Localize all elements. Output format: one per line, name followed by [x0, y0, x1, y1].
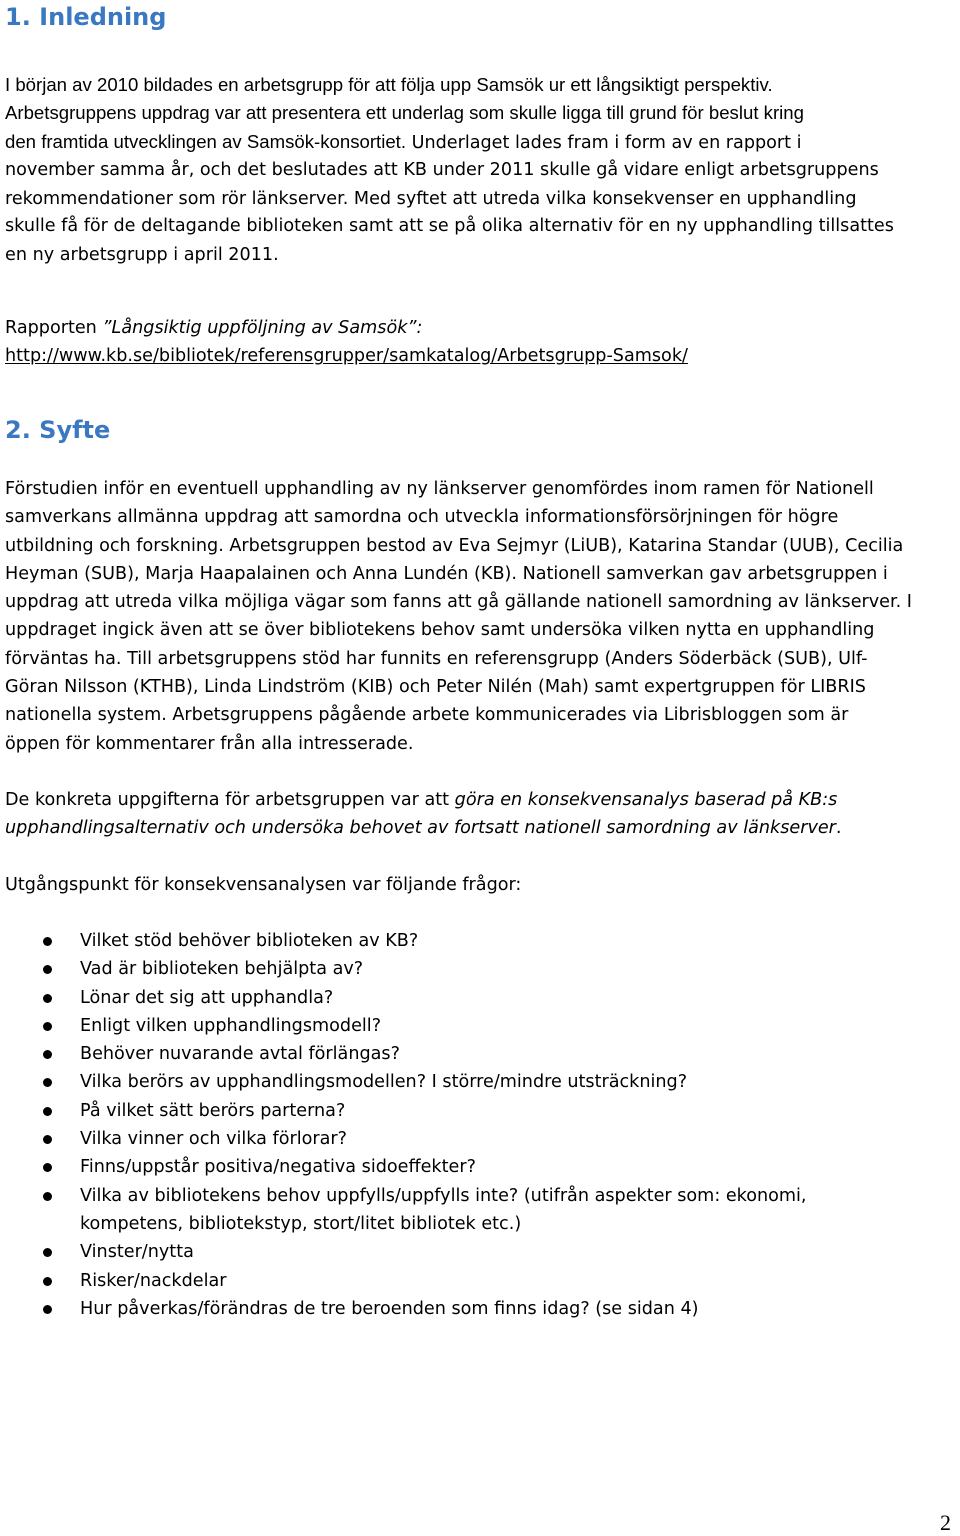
text-line: uppdrag att utreda vilka möjliga vägar som fanns att gå gällande nationell samordning av länkserver. I — [5, 592, 912, 613]
section-heading-inledning: 1. Inledning — [5, 3, 167, 31]
list-item-text: Vad är biblioteken behjälpta av? — [80, 959, 364, 980]
text-line: öppen för kommentarer från alla intresserade. — [5, 733, 414, 754]
page-number: 2 — [940, 1510, 951, 1535]
list-item — [0, 1125, 960, 1153]
text-line: Göran Nilsson (KTHB), Linda Lindström (KIB) och Peter Nilén (Mah) samt expertgruppen för LIBRIS — [5, 677, 866, 698]
bullet-icon — [43, 1248, 52, 1257]
bullet-icon — [43, 1022, 52, 1031]
list-item-text-continued: kompetens, bibliotekstyp, stort/litet bibliotek etc.) — [80, 1213, 522, 1234]
bullet-icon — [43, 1277, 52, 1286]
text-line — [5, 128, 955, 156]
tasks-paragraph — [5, 786, 955, 843]
bullet-icon — [43, 1305, 52, 1314]
bullet-icon — [43, 1050, 52, 1059]
list-item — [0, 955, 960, 983]
list-item-text: Vilket stöd behöver biblioteken av KB? — [80, 931, 419, 951]
text-line: utbildning och forskning. Arbetsgruppen bestod av Eva Sejmyr (LiUB), Katarina Standar (UUB), Cecilia — [5, 535, 904, 556]
bullet-icon — [43, 937, 52, 946]
list-item — [0, 1068, 960, 1096]
text-line: förväntas ha. Till arbetsgruppens stöd har funnits en referensgrupp (Anders Söderbäck (SUB), Ulf- — [5, 648, 868, 669]
text-line — [5, 786, 955, 814]
list-item — [0, 1012, 960, 1040]
bullet-icon — [43, 994, 52, 1003]
text-line — [5, 814, 955, 842]
bullet-icon — [43, 1192, 52, 1201]
list-item-text: Vilka berörs av upphandlingsmodellen? I större/mindre utsträckning? — [80, 1072, 688, 1093]
section-heading-syfte: 2. Syfte — [5, 416, 111, 444]
list-item-text: Vilka av bibliotekens behov uppfylls/uppfylls inte? (utifrån aspekter som: ekonomi, — [80, 1185, 807, 1206]
list-item-text: Lönar det sig att upphandla? — [80, 987, 334, 1008]
text-segment: rekommendationer som rör länkserver. — [5, 189, 349, 210]
report-link[interactable]: http://www.kb.se/bibliotek/referensgrupper/samkatalog/Arbetsgrupp-Samsok/ — [5, 346, 688, 367]
list-item — [0, 1295, 960, 1323]
questions-list — [0, 927, 960, 1323]
list-item-text: Behöver nuvarande avtal förlängas? — [80, 1044, 400, 1065]
text-line — [5, 184, 955, 212]
list-item — [0, 1153, 960, 1181]
list-item — [0, 984, 960, 1012]
text-segment: De konkreta uppgifterna för arbetsgruppen var att — [5, 790, 455, 810]
bullet-icon — [43, 1107, 52, 1116]
bullet-icon — [43, 1078, 52, 1087]
list-item — [0, 1182, 960, 1239]
report-link-line — [5, 342, 955, 370]
report-title-line — [5, 314, 955, 342]
text-line: I början av 2010 bildades en arbetsgrupp för att följa upp Samsök ur ett långsiktigt perspektiv. — [5, 74, 773, 95]
list-item — [0, 1238, 960, 1266]
purpose-paragraph — [5, 475, 955, 758]
list-item — [0, 927, 960, 955]
text-segment: Med syftet att utreda vilka konsekvenser en upphandling — [348, 189, 857, 210]
report-reference — [5, 314, 955, 371]
text-line: nationella system. Arbetsgruppens pågående arbete kommunicerades via Librisbloggen som är — [5, 705, 849, 726]
list-item-text: Risker/nackdelar — [80, 1270, 227, 1291]
list-item-text: Vinster/nytta — [80, 1242, 194, 1263]
bullet-icon — [43, 1163, 52, 1172]
report-prefix: Rapporten — [5, 318, 103, 338]
list-item-text: På vilket sätt berörs parterna? — [80, 1100, 346, 1121]
list-item — [0, 1097, 960, 1125]
text-line: november samma år, och det beslutades att KB under 2011 skulle gå vidare enligt arbetsgruppens — [5, 159, 879, 180]
text-segment-italic: göra en konsekvensanalys baserad på KB:s — [454, 790, 838, 810]
questions-intro — [5, 871, 955, 899]
text-segment-italic: upphandlingsalternativ och undersöka behovet av fortsatt nationell samordning av länkserver — [5, 818, 836, 839]
bullet-icon — [43, 965, 52, 974]
text-line: Förstudien inför en eventuell upphandling av ny länkserver genomfördes inom ramen för Nationell — [5, 479, 874, 499]
list-item-text: Finns/uppstår positiva/negativa sidoeffekter? — [80, 1157, 476, 1178]
text-segment: . — [835, 818, 842, 839]
text-line: skulle få för de deltagande biblioteken samt att se på olika alternativ för en ny upphandling tillsattes — [5, 216, 894, 237]
bullet-icon — [43, 1135, 52, 1144]
text-line: en ny arbetsgrupp i april 2011. — [5, 244, 279, 265]
list-item — [0, 1267, 960, 1295]
text-line: samverkans allmänna uppdrag att samordna och utveckla informationsförsörjningen för högre — [5, 507, 839, 528]
list-item-text: Enligt vilken upphandlingsmodell? — [80, 1015, 382, 1036]
text-line: uppdraget ingick även att se över bibliotekens behov samt undersöka vilken nytta en upphandling — [5, 620, 875, 641]
report-title: ”Långsiktig uppföljning av Samsök”: — [102, 318, 423, 338]
list-item — [0, 1040, 960, 1068]
list-item-text: Hur påverkas/förändras de tre beroenden som finns idag? (se sidan 4) — [80, 1298, 699, 1319]
text-segment: den framtida utvecklingen av Samsök-konsortiet. — [5, 130, 406, 152]
text-line: Heyman (SUB), Marja Haapalainen och Anna Lundén (KB). Nationell samverkan gav arbetsgruppen i — [5, 563, 888, 584]
text-segment: Underlaget lades fram i form av en rapport i — [406, 132, 802, 153]
list-item-text: Vilka vinner och vilka förlorar? — [80, 1129, 347, 1150]
text-line: Arbetsgruppens uppdrag var att presentera ett underlag som skulle ligga till grund för beslut kring — [5, 102, 804, 124]
text-line: Utgångspunkt för konsekvensanalysen var följande frågor: — [5, 875, 522, 895]
intro-paragraph — [5, 71, 955, 269]
